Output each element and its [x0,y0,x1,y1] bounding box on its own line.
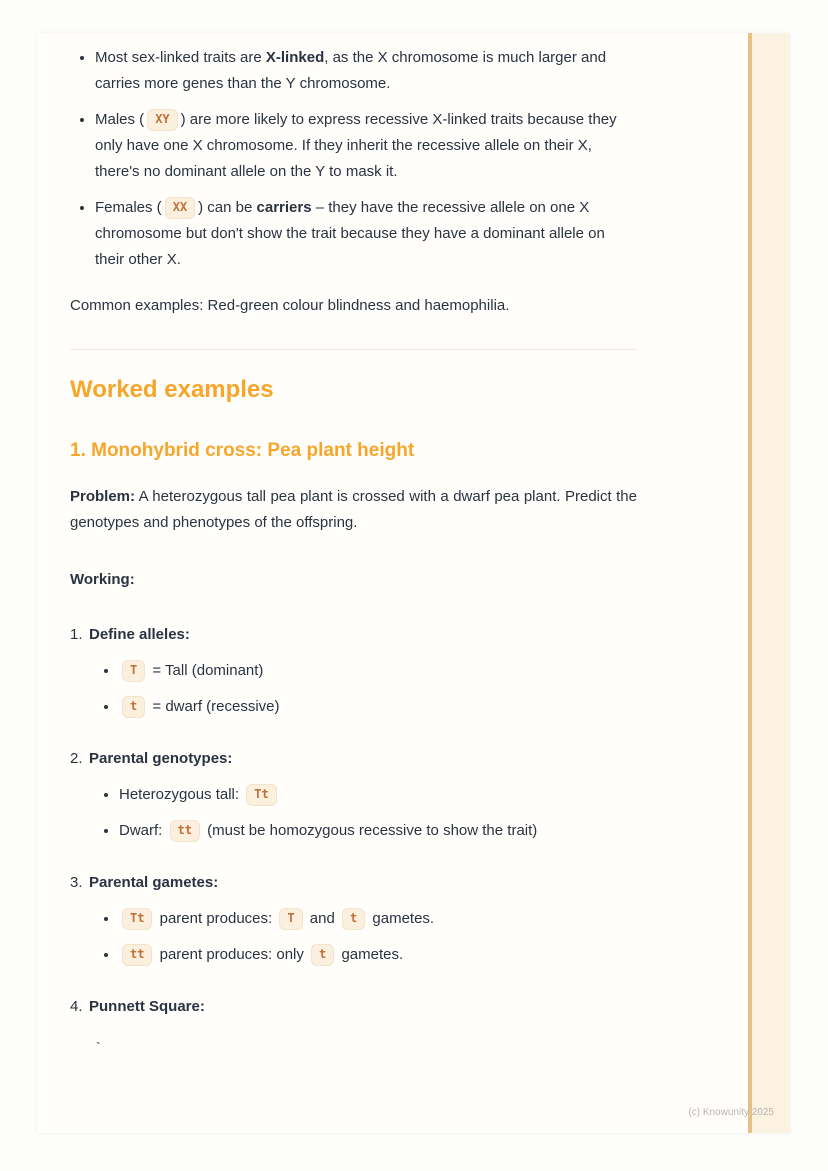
list-item [119,905,637,932]
step-sublist [89,781,637,844]
step-body [89,746,637,853]
text-run: Dwarf: [119,822,167,839]
footer-credit: (c) Knowunity 2025 [688,1107,774,1118]
text-run: Most sex-linked traits are [95,49,266,66]
step-body [89,870,637,977]
list-item [119,781,637,808]
inline-code-badge: T [279,908,302,930]
step-sublist [89,657,637,720]
text-run: = dwarf (recessive) [148,698,280,715]
problem-paragraph [70,484,637,536]
text-run: – they have the recessive allele on one X chromosome but don't show the trait because they have a dominant allele on their other X. [95,199,605,268]
list-item [95,195,637,273]
intro-bullet-list [70,45,637,273]
inline-code-badge: t [311,944,334,966]
inline-code-badge: XY [147,109,177,131]
text-run: Heterozygous tall: [119,786,244,803]
inline-code-badge: t [342,908,365,930]
text-run: parent produces: only [155,946,309,963]
step-item [70,746,637,853]
text-run: ) are more likely to express recessive X-linked traits because they only have one X chromosome. If they inherit the recessive allele on their X, there's no dominant allele on the Y to mask it. [95,111,617,180]
inline-code-badge: XX [165,197,195,219]
step-number: 3. [70,874,83,891]
step-number: 4. [70,998,83,1015]
text-run: , as the X chromosome is much larger and carries more genes than the Y chromosome. [95,49,607,92]
step-sublist [89,905,637,968]
list-item [95,45,637,97]
list-item [119,817,637,844]
step-label: Punnett Square: [89,998,205,1015]
subsection-heading: 1. Monohybrid cross: Pea plant height [70,440,415,461]
step-item [70,994,637,1020]
text-run: ) can be [198,199,257,216]
step-body [89,994,637,1020]
bold-text: carriers [256,199,312,216]
step-label: Define alleles: [89,626,190,643]
text-run: parent produces: [155,910,277,927]
inline-code-badge: Tt [246,784,276,806]
stray-backtick: ` [96,1039,101,1055]
document-content [70,33,637,1057]
list-item [119,657,637,684]
inline-code-badge: Tt [122,908,152,930]
list-item [95,107,637,185]
inline-code-badge: T [122,660,145,682]
step-item [70,622,637,729]
step-body [89,622,637,729]
section-divider [70,349,637,350]
list-item [119,693,637,720]
problem-label: Problem: [70,488,136,505]
text-run: Females ( [95,199,162,216]
step-item [70,870,637,977]
bold-text: X-linked [265,49,325,66]
section-heading: Worked examples [70,376,274,403]
inline-code-badge: t [122,696,145,718]
inline-code-badge: tt [170,820,200,842]
working-label: Working: [70,571,135,588]
text-run: gametes. [337,946,404,963]
step-label: Parental genotypes: [89,750,233,767]
working-steps-list [70,622,637,1020]
text-run: (must be homozygous recessive to show the trait) [202,822,538,839]
text-run: = Tall (dominant) [148,662,264,679]
page-edge-stripe [748,33,790,1133]
text-run: gametes. [368,910,435,927]
step-label: Parental gametes: [89,874,219,891]
document-page [37,33,790,1133]
common-examples-paragraph: Common examples: Red-green colour blindness and haemophilia. [70,297,510,314]
step-number: 1. [70,626,83,643]
text-run: A heterozygous tall pea plant is crossed with a dwarf pea plant. Predict the genotypes and phenotypes of the offspring. [70,488,637,531]
step-number: 2. [70,750,83,767]
text-run: and [305,910,339,927]
list-item [119,941,637,968]
inline-code-badge: tt [122,944,152,966]
text-run: Males ( [95,111,145,128]
